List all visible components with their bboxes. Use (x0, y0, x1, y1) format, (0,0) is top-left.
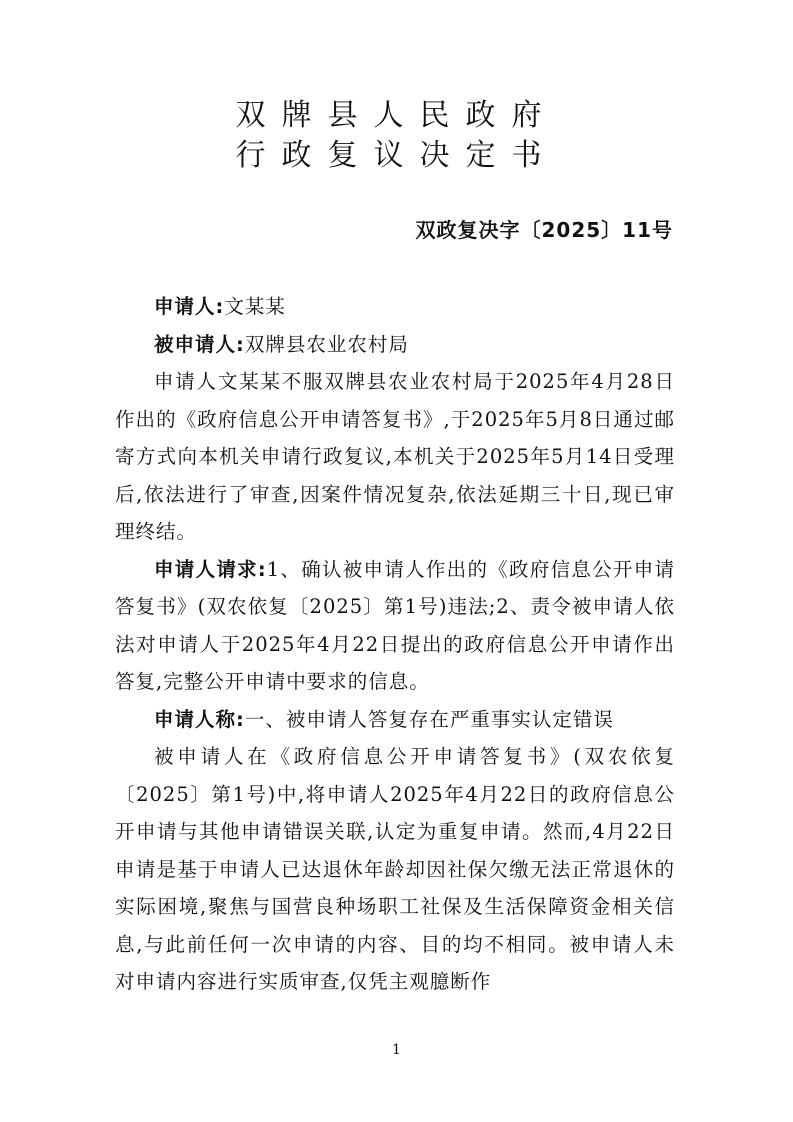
claim-heading-paragraph (115, 701, 675, 739)
claim-text: 一、被申请人答复存在严重事实认定错误 (244, 707, 614, 731)
document-title-line-1: 双牌县人民政府 (235, 98, 558, 133)
document-body (115, 288, 675, 1001)
applicant-label: 申请人: (154, 295, 225, 318)
claim-paragraph: 被申请人在《政府信息公开申请答复书》(双农依复〔2025〕第1号)中,将申请人2025年4月22日的政府信息公开申请与其他申请错误关联,认定为重复申请。然而,4月22日申请是基于申请人已达退休年龄却因社保欠缴无法正常退休的实际困境,聚焦与国营良种场职工社保及生活保障资金相关信息,与此前任何一次申请的内容、目的均不相同。被申请人未对申请内容进行实质审查,仅凭主观臆断作 (115, 745, 675, 993)
document-title-line-2: 行政复议决定书 (235, 138, 558, 173)
applicant-line (115, 288, 675, 326)
document-number: 双政复决字〔2025〕11号 (415, 218, 673, 242)
respondent-value: 双牌县农业农村局 (244, 332, 409, 356)
respondent-label: 被申请人: (154, 332, 245, 356)
request-label: 申请人请求: (154, 557, 267, 581)
request-paragraph (115, 551, 675, 701)
applicant-value: 文某某 (224, 295, 286, 318)
claim-label: 申请人称: (154, 707, 245, 731)
intro-paragraph: 申请人文某某不服双牌县农业农村局于2025年4月28日作出的《政府信息公开申请答复书》,于2025年5月8日通过邮寄方式向本机关申请行政复议,本机关于2025年5月14日受理后,依法进行了审查,因案件情况复杂,依法延期三十日,现已审理终结。 (115, 370, 675, 543)
request-text: 1、确认被申请人作出的《政府信息公开申请答复书》(双农依复〔2025〕第1号)违法;2、责令被申请人依法对申请人于2025年4月22日提出的政府信息公开申请作出答复,完整公开申请中要求的信息。 (115, 557, 675, 693)
respondent-line (115, 326, 675, 364)
page-number: 1 (392, 1042, 401, 1058)
